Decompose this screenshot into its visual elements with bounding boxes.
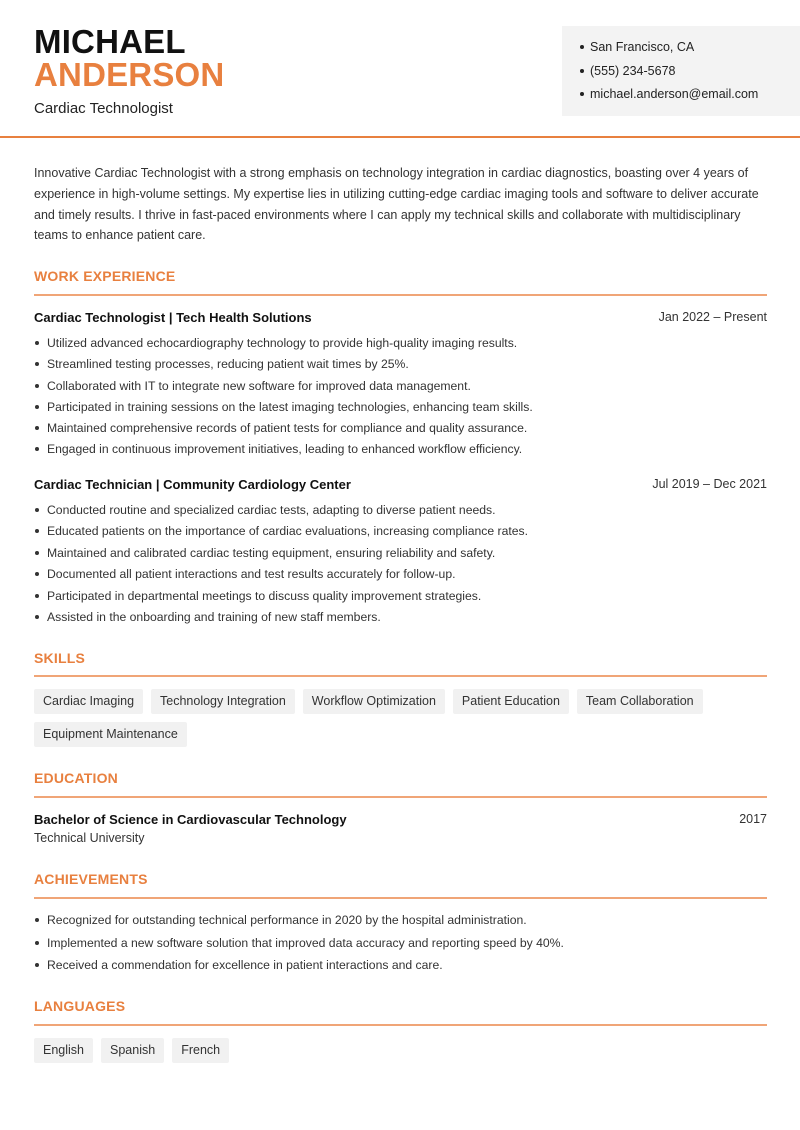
job-bullets-1 [34, 336, 533, 464]
list-item: Assisted in the onboarding and training of new staff members. [34, 610, 528, 631]
achievements-list [34, 913, 564, 981]
skill-chip: Technology Integration [151, 689, 295, 714]
list-item: Recognized for outstanding technical performance in 2020 by the hospital administration. [34, 913, 564, 936]
contact-box [562, 26, 800, 116]
list-item: Participated in training sessions on the latest imaging technologies, enhancing team skills. [34, 400, 533, 421]
contact-phone: (555) 234-5678 [580, 64, 800, 88]
section-divider [34, 1024, 767, 1026]
skill-chip: Patient Education [453, 689, 569, 714]
list-item: Collaborated with IT to integrate new software for improved data management. [34, 379, 533, 400]
education-school: Technical University [34, 831, 145, 845]
skill-chip: Cardiac Imaging [34, 689, 143, 714]
contact-location: San Francisco, CA [580, 40, 800, 64]
first-name: MICHAEL [34, 23, 186, 60]
section-divider [34, 796, 767, 798]
job-date-2: Jul 2019 – Dec 2021 [652, 477, 767, 491]
list-item: Engaged in continuous improvement initiatives, leading to enhanced workflow efficiency. [34, 442, 533, 463]
list-item: Received a commendation for excellence in patient interactions and care. [34, 958, 564, 981]
job-date-1: Jan 2022 – Present [658, 310, 767, 324]
list-item: Conducted routine and specialized cardiac tests, adapting to diverse patient needs. [34, 503, 528, 524]
list-item: Utilized advanced echocardiography technology to provide high-quality imaging results. [34, 336, 533, 357]
section-title-skills: SKILLS [34, 650, 85, 666]
list-item: Implemented a new software solution that improved data accuracy and reporting speed by 40%. [34, 936, 564, 959]
list-item: Participated in departmental meetings to discuss quality improvement strategies. [34, 589, 528, 610]
contact-email[interactable]: michael.anderson@email.com [580, 87, 800, 111]
list-item: Streamlined testing processes, reducing patient wait times by 25%. [34, 357, 533, 378]
language-chip: Spanish [101, 1038, 164, 1063]
skill-chip: Workflow Optimization [303, 689, 445, 714]
skills-list [34, 689, 774, 747]
skill-chip: Team Collaboration [577, 689, 703, 714]
section-title-achievements: ACHIEVEMENTS [34, 871, 148, 887]
languages-list [34, 1038, 774, 1063]
job-title-2: Cardiac Technician | Community Cardiology Center [34, 477, 351, 492]
section-title-work: WORK EXPERIENCE [34, 268, 176, 284]
job-bullets-2 [34, 503, 528, 631]
resume-header [0, 0, 800, 138]
list-item: Maintained comprehensive records of patient tests for compliance and quality assurance. [34, 421, 533, 442]
language-chip: French [172, 1038, 229, 1063]
section-title-languages: LANGUAGES [34, 998, 126, 1014]
last-name: ANDERSON [34, 56, 225, 93]
section-divider [34, 294, 767, 296]
skill-chip: Equipment Maintenance [34, 722, 187, 747]
list-item: Educated patients on the importance of cardiac evaluations, increasing compliance rates. [34, 524, 528, 545]
list-item: Maintained and calibrated cardiac testing equipment, ensuring reliability and safety. [34, 546, 528, 567]
contact-list [580, 40, 800, 111]
section-divider [34, 897, 767, 899]
language-chip: English [34, 1038, 93, 1063]
list-item: Documented all patient interactions and test results accurately for follow-up. [34, 567, 528, 588]
job-role: Cardiac Technologist [34, 100, 173, 117]
section-divider [34, 675, 767, 677]
section-title-education: EDUCATION [34, 770, 118, 786]
education-degree: Bachelor of Science in Cardiovascular Technology [34, 812, 347, 827]
education-year: 2017 [739, 812, 767, 826]
professional-summary: Innovative Cardiac Technologist with a strong emphasis on technology integration in cardiac diagnostics, boasting over 4 years of experience in high-volume settings. My expertise lies in utilizing cutting-edge cardiac imaging tools and software to deliver accurate and timely results. I thrive in fast-paced environments where I can apply my technical skills and collaborate with multidisciplinary teams to enhance patient care. [34, 166, 759, 243]
job-title-1: Cardiac Technologist | Tech Health Solutions [34, 310, 312, 325]
